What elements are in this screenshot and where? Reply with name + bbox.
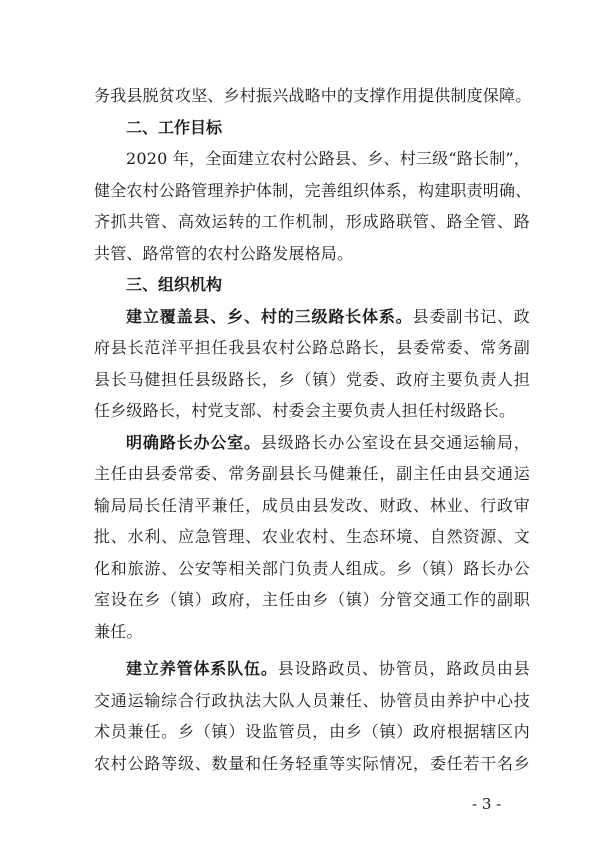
paragraph-road-chief-system-line: 府县长范洋平担任我县农村公路总路长，县委常委、常务副 — [94, 338, 530, 357]
paragraph-road-chief-system-line: 县长马健担任县级路长，乡（镇）党委、政府主要负责人担 — [94, 369, 530, 389]
paragraph-office-line: 室设在乡（镇）政府，主任由乡（镇）分管交通工作的副职 — [94, 590, 530, 609]
paragraph-goals-line: 健全农村公路管理养护体制，完善组织体系，构建职责明确、 — [94, 180, 532, 200]
paragraph-goals-line: 共管、路常管的农村公路发展格局。 — [94, 243, 354, 263]
paragraph-goals-line: 齐抓共管、高效运转的工作机制，形成路联管、路全管、路 — [94, 212, 530, 231]
paragraph-lead-text: 明确路长办公室。 — [126, 432, 261, 452]
paragraph-lead-text: 建立覆盖县、乡、村的三级路长体系。 — [126, 306, 413, 326]
paragraph-goals-line: 2020 年，全面建立农村公路县、乡、村三级“路长制”， — [126, 149, 530, 168]
section-heading-organization: 三、组织机构 — [126, 275, 223, 294]
paragraph-text: 县设路政员、协管员，路政员由县 — [277, 659, 530, 678]
paragraph-office-line: 兼任。 — [94, 621, 143, 641]
paragraph-team-line: 农村公路等级、数量和任务轻重等实际情况，委任若干名乡 — [94, 753, 530, 773]
paragraph-lead-text: 建立养管体系队伍。 — [126, 659, 278, 678]
paragraph-office-line — [94, 427, 530, 459]
paragraph-office-line: 主任由县委常委、常务副县长马健兼任，副主任由县交通运 — [94, 464, 530, 483]
paragraph-office-line: 批、水利、应急管理、农业农村、生态环境、自然资源、文 — [94, 527, 530, 546]
section-heading-work-goals: 二、工作目标 — [126, 117, 223, 137]
paragraph-text: 县级路长办公室设在县交通运输局， — [260, 432, 530, 452]
paragraph-team-line — [94, 653, 530, 685]
paragraph-road-chief-system-line — [94, 301, 530, 333]
document-body — [94, 80, 530, 779]
paragraph-office-line: 化和旅游、公安等相关部门负责人组成。乡（镇）路长办公 — [94, 558, 530, 578]
paragraph-text: 县委副书记、政 — [412, 306, 531, 326]
paragraph-continuation-line: 务我县脱贫攻坚、乡村振兴战略中的支撑作用提供制度保障。 — [94, 86, 532, 105]
paragraph-team-line: 术员兼任。乡（镇）设监管员，由乡（镇）政府根据辖区内 — [94, 722, 530, 741]
paragraph-road-chief-system-line: 任乡级路长，村党支部、村委会主要负责人担任村级路长。 — [94, 401, 516, 420]
paragraph-office-line: 输局局长任清平兼任，成员由县发改、财政、林业、行政审 — [94, 495, 530, 515]
page-number: - 3 - — [472, 795, 502, 813]
paragraph-team-line: 交通运输综合行政执法大队人员兼任、协管员由养护中心技 — [94, 690, 530, 710]
